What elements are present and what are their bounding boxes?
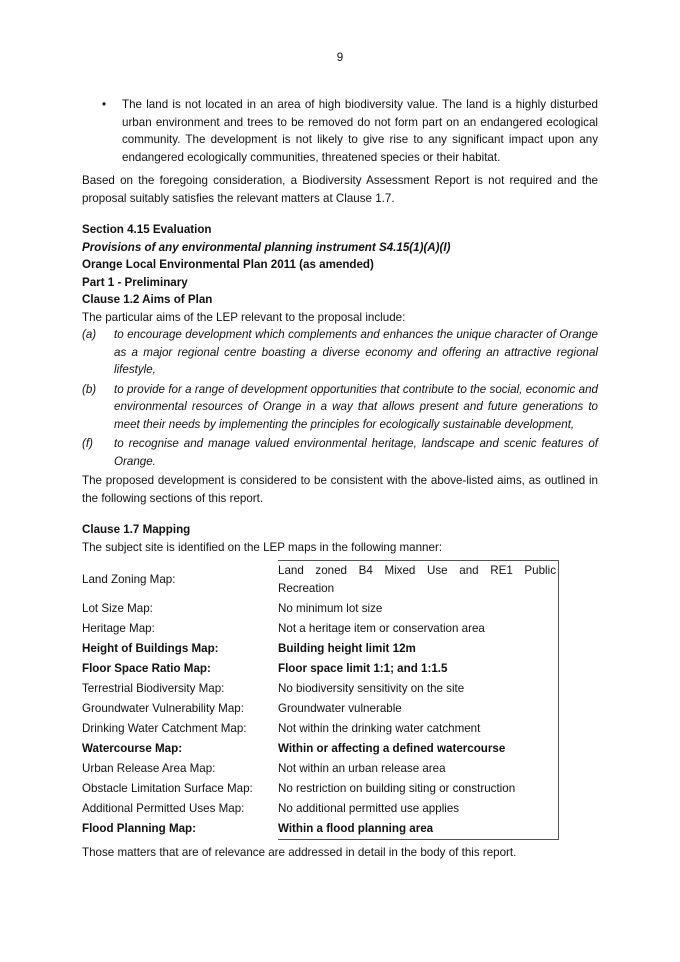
page-content: [82, 96, 598, 861]
map-label: Land Zoning Map:: [82, 572, 176, 586]
part-heading: Part 1 - Preliminary: [82, 275, 188, 289]
map-value: Building height limit 12m: [278, 639, 559, 659]
map-label: Groundwater Vulnerability Map:: [82, 701, 244, 715]
table-row: [82, 739, 559, 759]
aims-conclusion: The proposed development is considered to be consistent with the above-listed aims, as outlined in the following sections of this report.: [82, 474, 598, 505]
aim-mark: (a): [82, 328, 97, 341]
map-value: Groundwater vulnerable: [278, 699, 559, 719]
map-label: Obstacle Limitation Surface Map:: [82, 781, 253, 795]
table-row: [82, 759, 559, 779]
aim-mark: (b): [82, 382, 97, 396]
aim-text: to encourage development which complements and enhances the unique character of Orange as a major regional centre boasting a diverse economy and offering an attractive regional lifestyle,: [114, 328, 598, 376]
map-value: No additional permitted use applies: [278, 799, 559, 819]
mapping-table: [82, 560, 559, 840]
aim-mark: (f): [82, 437, 93, 450]
mapping-intro: The subject site is identified on the LEP maps in the following manner:: [82, 540, 443, 554]
table-row: [82, 659, 559, 679]
map-label: Height of Buildings Map:: [82, 641, 219, 655]
section-heading: Section 4.15 Evaluation: [82, 223, 212, 236]
map-label: Drinking Water Catchment Map:: [82, 721, 247, 735]
map-label: Lot Size Map:: [82, 601, 153, 615]
table-row: [82, 719, 559, 739]
table-row: [82, 699, 559, 719]
aims-intro: The particular aims of the LEP relevant to the proposal include:: [82, 310, 406, 324]
aim-text: to provide for a range of development opportunities that contribute to the social, economic and environmental resources of Orange in a way that allows present and future generations to meet their needs by implementing the principles for ecologically sustainable development,: [114, 382, 598, 431]
map-label: Urban Release Area Map:: [82, 761, 216, 775]
map-label: Terrestrial Biodiversity Map:: [82, 681, 225, 695]
map-value: Not within an urban release area: [278, 759, 559, 779]
aims-list: [82, 326, 598, 470]
map-value: Floor space limit 1:1; and 1:1.5: [278, 659, 559, 679]
page-number: 9: [336, 51, 344, 64]
aim-item: [82, 326, 598, 379]
table-row: [82, 619, 559, 639]
table-row: [82, 561, 559, 599]
table-row: [82, 819, 559, 840]
map-value: No biodiversity sensitivity on the site: [278, 679, 559, 699]
map-label: Flood Planning Map:: [82, 821, 196, 835]
map-value: Land zoned B4 Mixed Use and RE1 Public Recreation: [278, 561, 559, 599]
lep-heading: Orange Local Environmental Plan 2011 (as amended): [82, 258, 374, 271]
table-row: [82, 779, 559, 799]
bullet-text: The land is not located in an area of high biodiversity value. The land is a highly disturbed urban environment and trees to be removed do not form part on an endangered ecological community. The development is not likely to give rise to any significant impact upon any endangered ecologically communities, threatened species or their habitat.: [122, 98, 598, 164]
map-value: Not a heritage item or conservation area: [278, 619, 559, 639]
aim-item: [82, 381, 598, 434]
map-value: No minimum lot size: [278, 599, 559, 619]
map-value: Within a flood planning area: [278, 819, 559, 840]
biodiversity-bullet: [82, 96, 598, 166]
map-label: Watercourse Map:: [82, 741, 183, 755]
table-row: [82, 599, 559, 619]
aim-item: [82, 435, 598, 470]
table-row: [82, 679, 559, 699]
map-label: Heritage Map:: [82, 621, 155, 635]
bullet-marker: •: [102, 98, 107, 111]
map-value: Not within the drinking water catchment: [278, 719, 559, 739]
table-row: [82, 639, 559, 659]
aim-text: to recognise and manage valued environmental heritage, landscape and scenic features of Orange.: [114, 437, 598, 468]
table-row: [82, 799, 559, 819]
clause-1-2-heading: Clause 1.2 Aims of Plan: [82, 293, 213, 306]
map-value: No restriction on building siting or construction: [278, 779, 559, 799]
map-label: Floor Space Ratio Map:: [82, 661, 211, 675]
closing-statement: Those matters that are of relevance are addressed in detail in the body of this report.: [82, 845, 517, 859]
provisions-heading: Provisions of any environmental planning instrument S4.15(1)(A)(I): [82, 240, 451, 254]
map-label: Additional Permitted Uses Map:: [82, 801, 245, 815]
clause-1-7-heading: Clause 1.7 Mapping: [82, 523, 191, 536]
map-value: Within or affecting a defined watercourse: [278, 739, 559, 759]
biodiversity-conclusion: Based on the foregoing consideration, a Biodiversity Assessment Report is not required and the proposal suitably satisfies the relevant matters at Clause 1.7.: [82, 174, 598, 205]
